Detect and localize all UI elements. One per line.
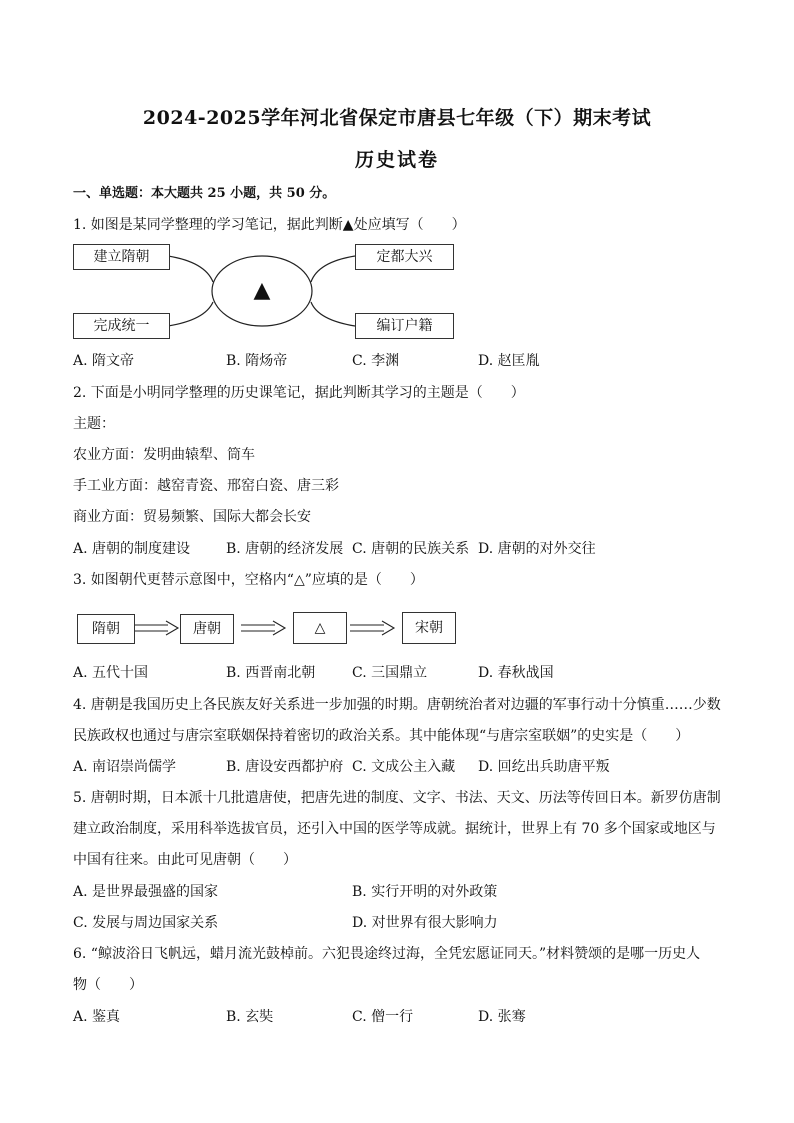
q2-option-d: D. 唐朝的对外交往 — [478, 541, 596, 557]
q6-option-c: C. 僧一行 — [352, 1009, 414, 1025]
q6-stem-line: 6. “鲸波浴日飞帆远，蜡月流光鼓棹前。六犯畏途终过海，全凭宏愿证同天。”材料赞颂的是哪一历史人 — [73, 946, 701, 962]
dynasty-box-tang: 唐朝 — [180, 614, 234, 644]
q6-option-b: B. 玄奘 — [226, 1009, 274, 1025]
q1-box-left-top: 建立隋朝 — [73, 244, 170, 270]
q4-option-a: A. 南诏崇尚儒学 — [73, 759, 177, 775]
q2-option-c: C. 唐朝的民族关系 — [352, 541, 470, 557]
q2-note-line: 主题： — [73, 416, 115, 432]
q5-option-b: B. 实行开明的对外政策 — [352, 884, 498, 900]
q3-option-a: A. 五代十国 — [73, 665, 149, 681]
q1-option-a: A. 隋文帝 — [73, 353, 135, 369]
q2-option-a: A. 唐朝的制度建设 — [73, 541, 191, 557]
dynasty-box-song: 宋朝 — [402, 612, 456, 644]
exam-title: 2024-2025学年河北省保定市唐县七年级（下）期末考试 — [142, 107, 652, 129]
q5-option-d: D. 对世界有很大影响力 — [352, 915, 498, 931]
q5-option-c: C. 发展与周边国家关系 — [73, 915, 219, 931]
dynasty-box-blank: △ — [293, 612, 347, 644]
q5-stem-line: 5. 唐朝时期，日本派十几批遣唐使，把唐先进的制度、文字、书法、天文、历法等传回日本。新罗仿唐制 — [73, 790, 721, 806]
q1-option-d: D. 赵匡胤 — [478, 353, 540, 369]
q1-box-left-bottom: 完成统一 — [73, 313, 170, 339]
exam-subtitle: 历史试卷 — [354, 149, 439, 171]
q6-stem-line: 物（ ） — [73, 977, 143, 993]
q2-note-line: 手工业方面：越窑青瓷、邢窑白瓷、唐三彩 — [73, 478, 339, 494]
q4-option-b: B. 唐设安西都护府 — [226, 759, 344, 775]
q4-option-d: D. 回纥出兵助唐平叛 — [478, 759, 610, 775]
triangle-placeholder: ▲ — [253, 278, 271, 303]
q1-stem: 1. 如图是某同学整理的学习笔记，据此判断▲处应填写（ ） — [73, 217, 466, 233]
q2-note-line: 商业方面：贸易频繁、国际大都会长安 — [73, 509, 311, 525]
q1-option-b: B. 隋炀帝 — [226, 353, 288, 369]
q5-stem-line: 建立政治制度，采用科举选拔官员，还引入中国的医学等成就。据统计，世界上有 70 多个国家或地区与 — [73, 821, 716, 837]
q1-box-right-top: 定都大兴 — [355, 244, 454, 270]
q5-option-a: A. 是世界最强盛的国家 — [73, 884, 219, 900]
q4-stem-line: 4. 唐朝是我国历史上各民族友好关系进一步加强的时期。唐朝统治者对边疆的军事行动十分慎重……少数 — [73, 697, 721, 713]
q6-option-d: D. 张骞 — [478, 1009, 526, 1025]
q3-stem: 3. 如图朝代更替示意图中，空格内“△”应填的是（ ） — [73, 572, 424, 588]
q1-box-right-bottom: 编订户籍 — [355, 313, 454, 339]
q3-option-c: C. 三国鼎立 — [352, 665, 428, 681]
dynasty-box-sui: 隋朝 — [77, 614, 135, 644]
q6-option-a: A. 鉴真 — [73, 1009, 121, 1025]
q4-option-c: C. 文成公主入藏 — [352, 759, 456, 775]
q2-note-line: 农业方面：发明曲辕犁、筒车 — [73, 447, 255, 463]
q2-stem: 2. 下面是小明同学整理的历史课笔记，据此判断其学习的主题是（ ） — [73, 385, 525, 401]
q5-stem-line: 中国有往来。由此可见唐朝（ ） — [73, 852, 297, 868]
q4-stem-line: 民族政权也通过与唐宗室联姻保持着密切的政治关系。其中能体现“与唐宗室联姻”的史实是（ ） — [73, 728, 690, 744]
section-heading: 一、单选题：本大题共 25 小题，共 50 分。 — [73, 186, 336, 201]
q3-option-d: D. 春秋战国 — [478, 665, 554, 681]
q2-option-b: B. 唐朝的经济发展 — [226, 541, 344, 557]
q1-option-c: C. 李渊 — [352, 353, 400, 369]
q3-option-b: B. 西晋南北朝 — [226, 665, 316, 681]
